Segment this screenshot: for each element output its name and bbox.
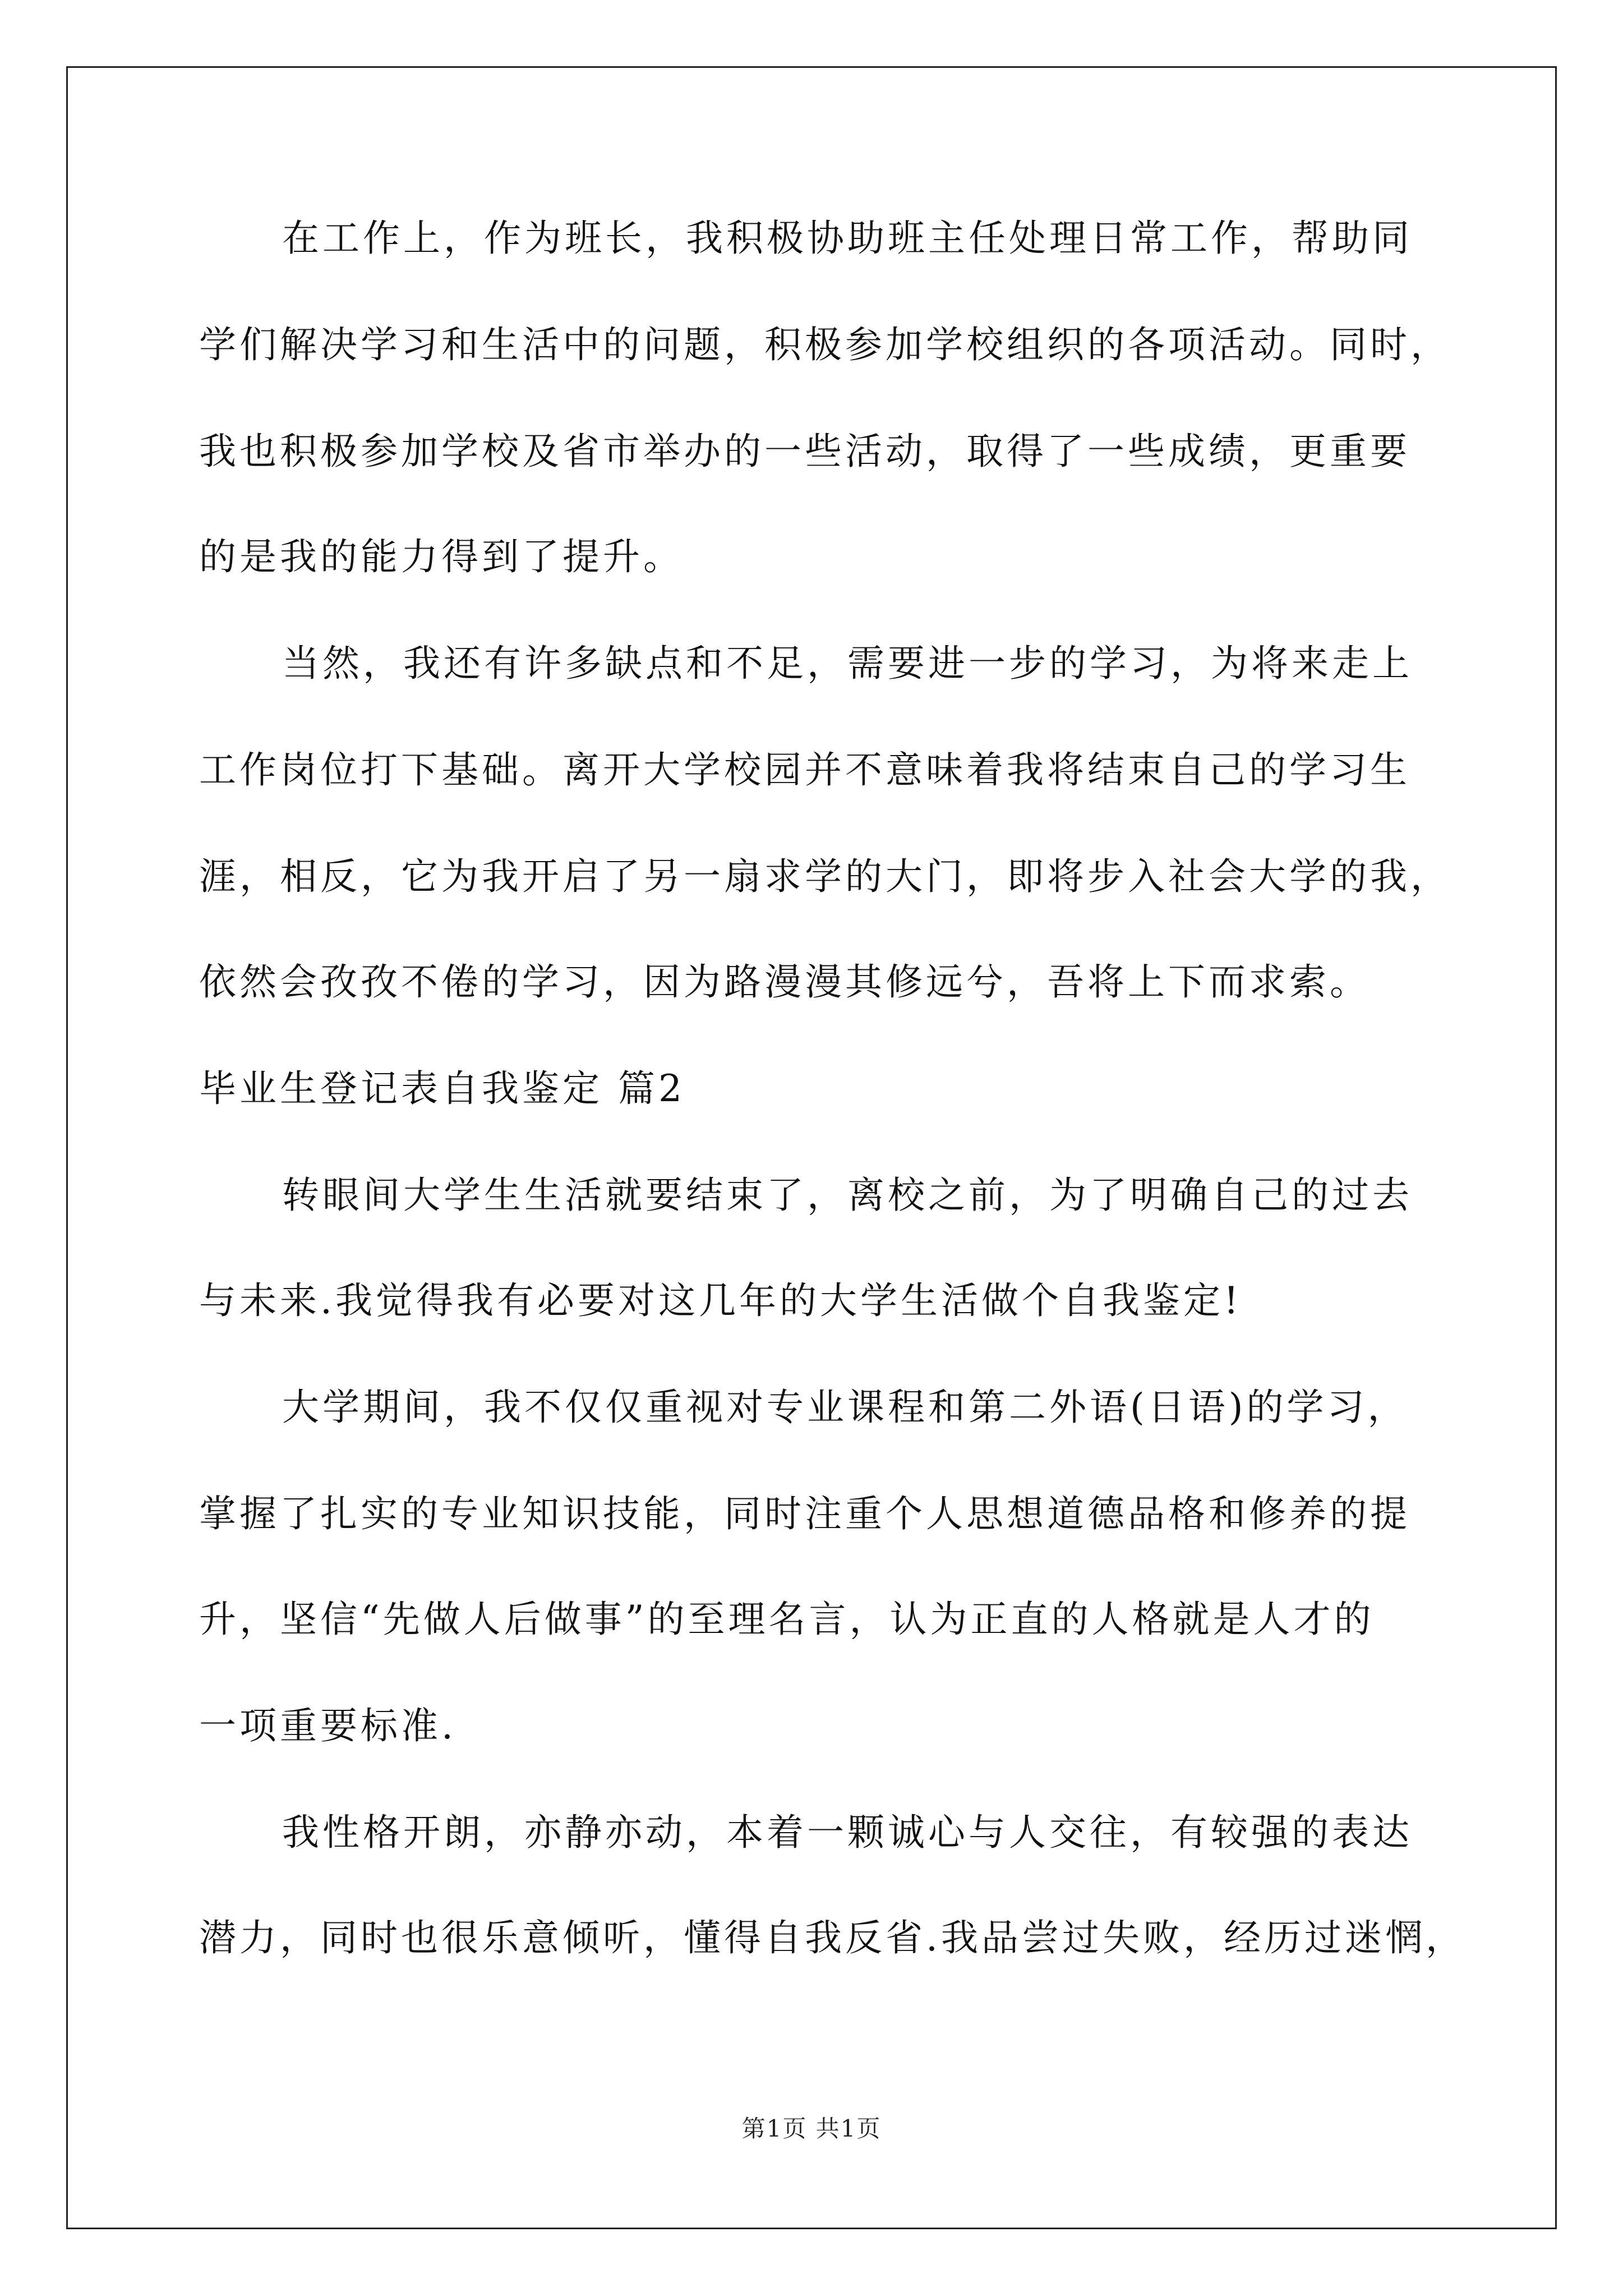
paragraph-line: 学们解决学习和生活中的问题，积极参加学校组织的各项活动。同时， (199, 323, 1451, 366)
paragraph-line: 在工作上，作为班长，我积极协助班主任处理日常工作，帮助同 (282, 217, 1413, 260)
paragraph-line: 潜力，同时也很乐意倾听，懂得自我反省.我品尝过失败，经历过迷惘， (199, 1916, 1466, 1959)
section-heading: 毕业生登记表自我鉴定 篇2 (199, 1067, 685, 1110)
paragraph-line: 工作岗位打下基础。离开大学校园并不意味着我将结束自己的学习生 (199, 748, 1410, 792)
paragraph-line: 一项重要标准. (199, 1704, 457, 1747)
paragraph-line: 涯，相反，它为我开启了另一扇求学的大门，即将步入社会大学的我， (199, 855, 1451, 898)
paragraph-line: 我性格开朗，亦静亦动，本着一颗诚心与人交往，有较强的表达 (282, 1811, 1413, 1854)
paragraph-line: 的是我的能力得到了提升。 (199, 535, 684, 578)
page-border (66, 66, 1557, 2229)
paragraph-line: 依然会孜孜不倦的学习，因为路漫漫其修远兮，吾将上下而求索。 (199, 960, 1370, 1004)
paragraph-line: 升，坚信“先做人后做事”的至理名言，认为正直的人格就是人才的 (199, 1598, 1375, 1641)
paragraph-line: 当然，我还有许多缺点和不足，需要进一步的学习，为将来走上 (282, 642, 1413, 685)
paragraph-line: 转眼间大学生生活就要结束了，离校之前，为了明确自己的过去 (282, 1174, 1413, 1217)
paragraph-line: 大学期间，我不仅仅重视对专业课程和第二外语(日语)的学习， (282, 1386, 1408, 1429)
paragraph-line: 掌握了扎实的专业知识技能，同时注重个人思想道德品格和修养的提 (199, 1492, 1410, 1535)
page-footer: 第1页 共1页 (741, 2115, 882, 2142)
paragraph-line: 我也积极参加学校及省市举办的一些活动，取得了一些成绩，更重要 (199, 430, 1410, 473)
paragraph-line: 与未来.我觉得我有必要对这几年的大学生活做个自我鉴定! (199, 1279, 1242, 1322)
